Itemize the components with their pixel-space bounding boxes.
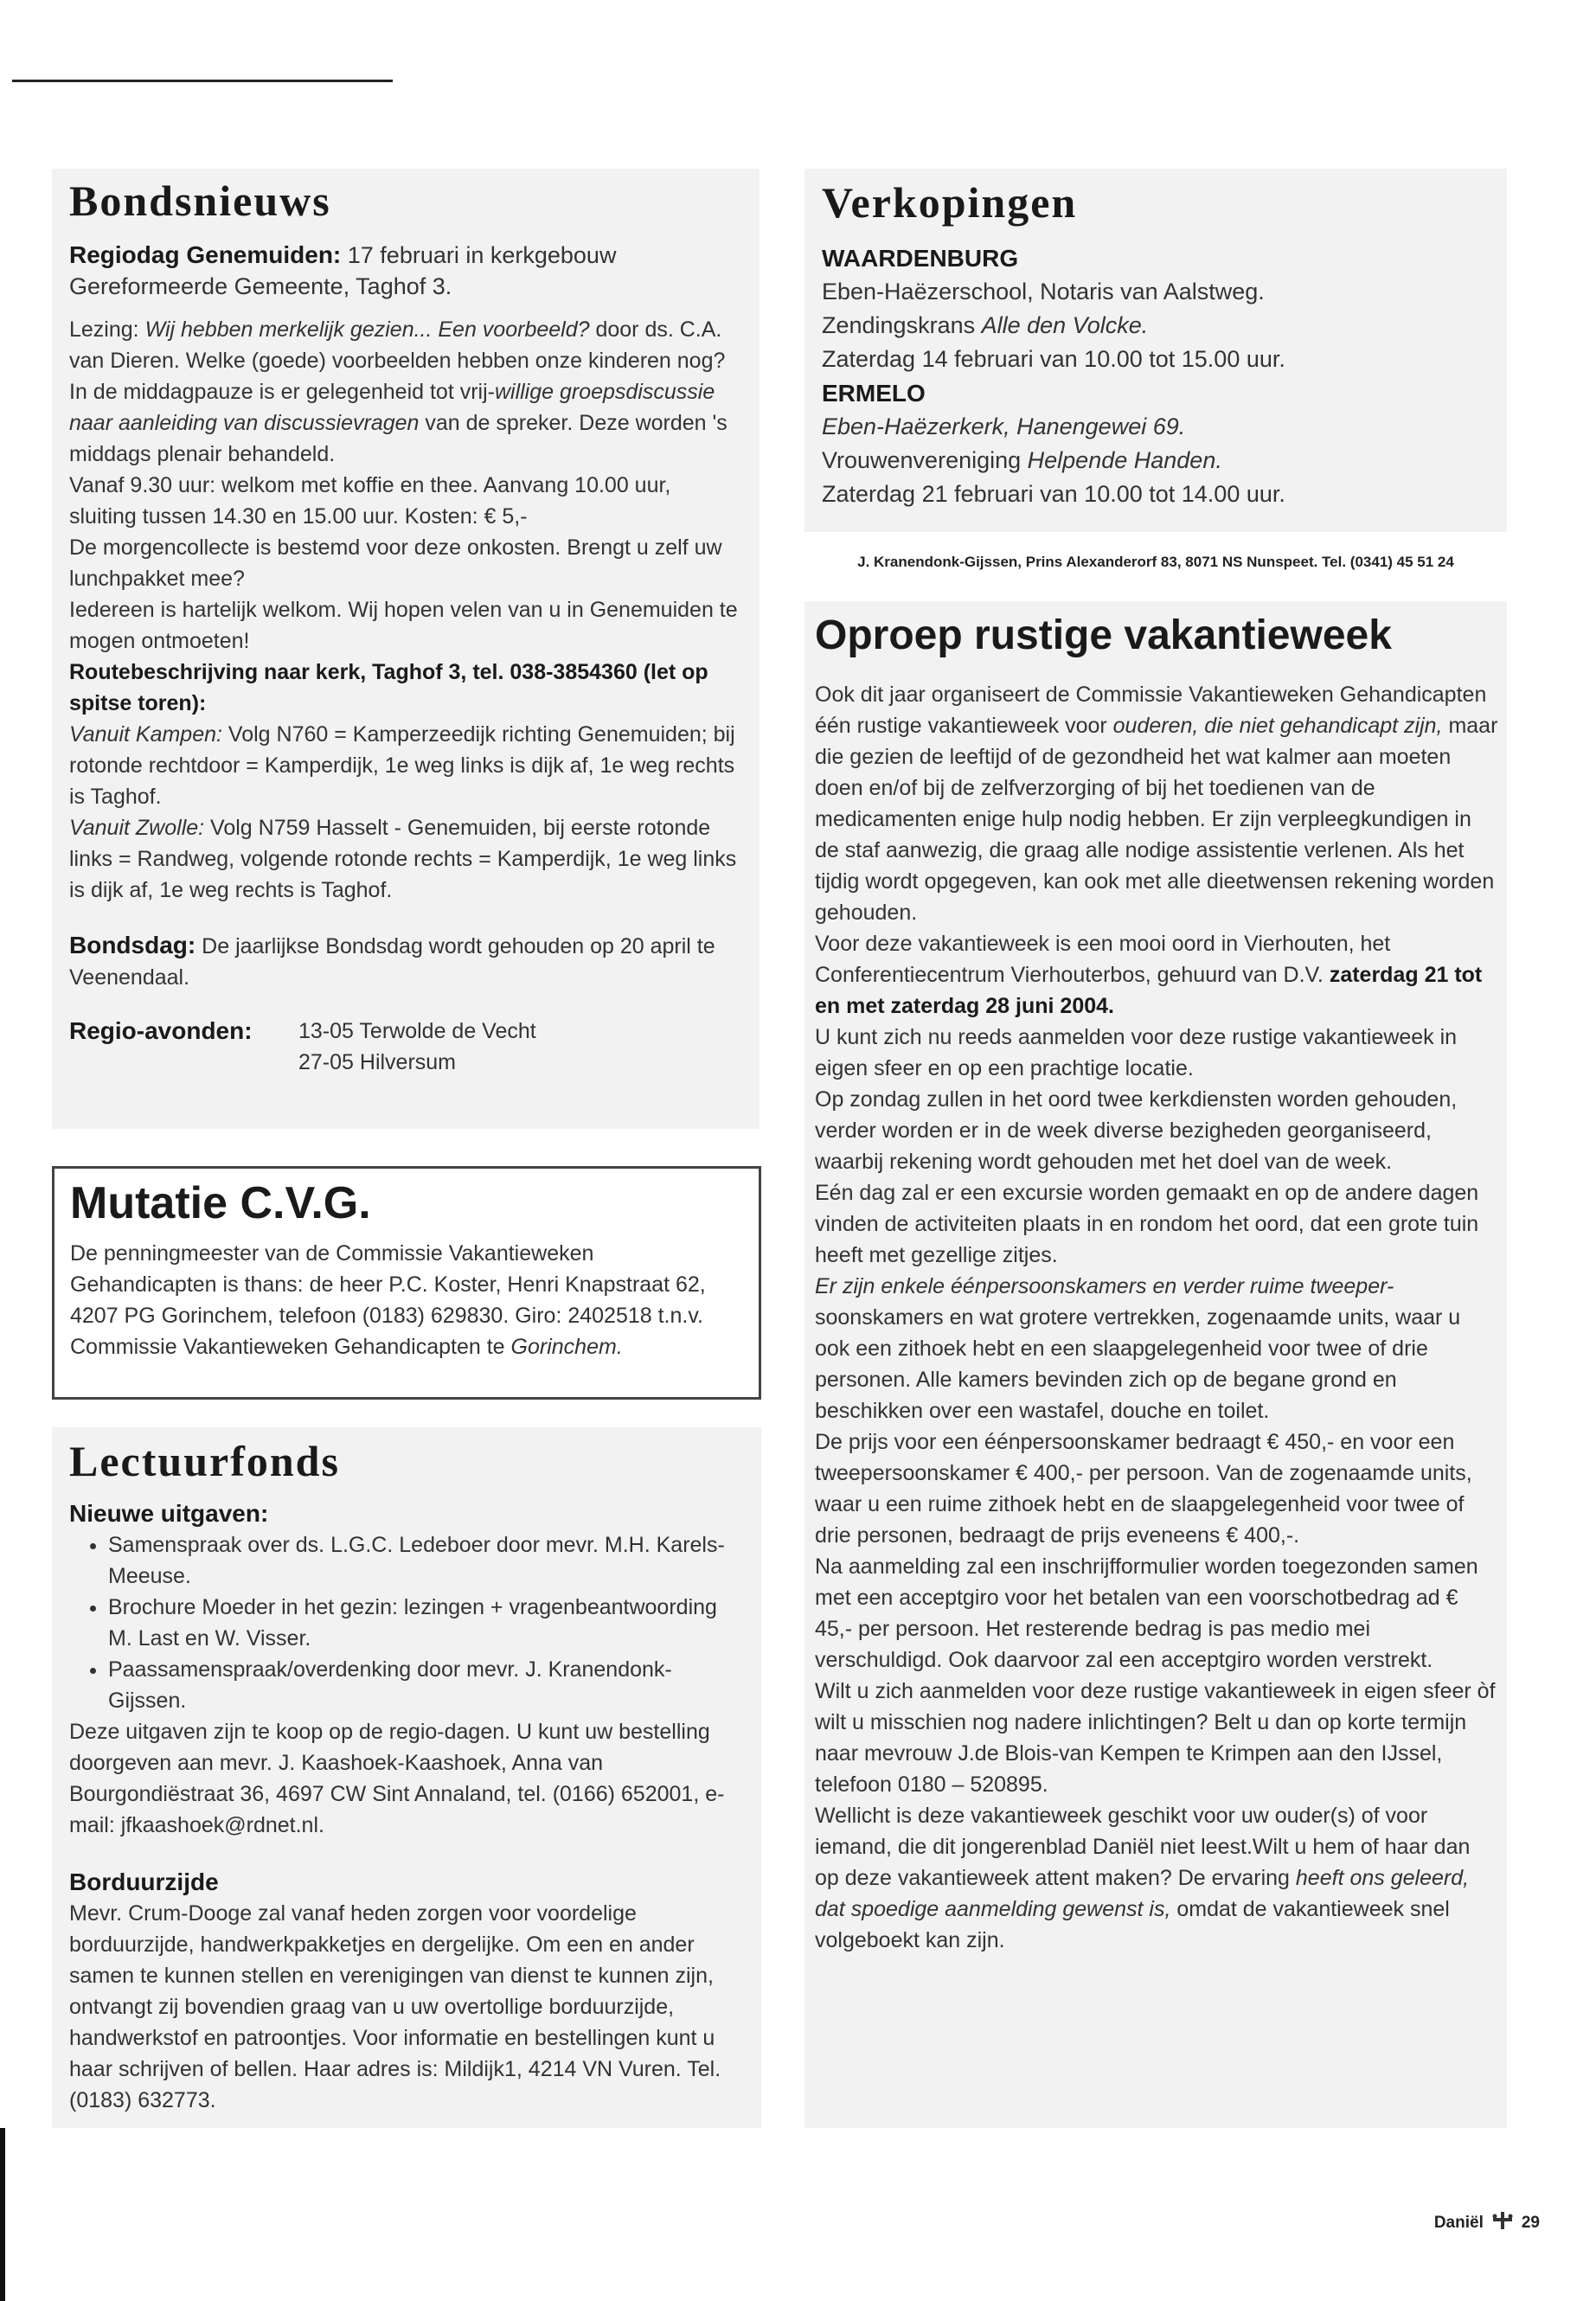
bondsnieuws-section: [52, 169, 760, 1129]
bondsdag-label: Bondsdag:: [69, 932, 196, 958]
p9: Wilt u zich aanmelden voor deze rustige vakantieweek in eigen sfeer òf wilt u misschien nog nadere inlichtingen? Belt u dan op korte termijn naar mevrouw J.de Blois-van Kempen te Krimpen aan den IJssel, telefoon 0180 – 520895.: [815, 1679, 1496, 1797]
uitgaven-list: [69, 1529, 744, 1716]
route1-text: Volg N760 = Kamperzeedijk richting Genemuiden; bij rotonde rechtdoor = Kamperdijk, 1e weg links is dijk af, 1e weg rechts is Taghof.: [69, 722, 735, 809]
place2-name: ERMELO: [822, 380, 926, 407]
lectuurfonds-body: [69, 1498, 744, 2116]
page-number: 29: [1521, 2214, 1540, 2232]
list-item: • Samenspraak over ds. L.G.C. Ledeboer door mevr. M.H. Karels-Meeuse.: [108, 1529, 744, 1592]
mutatie-section: [52, 1166, 761, 1400]
regio-date-1: 13-05 Terwolde de Vecht: [298, 1019, 536, 1043]
lezing-prefix: Lezing:: [69, 317, 145, 342]
verkopingen-section: [804, 169, 1507, 532]
borduur-title: Borduurzijde: [69, 1868, 219, 1895]
page-footer: [1367, 2210, 1540, 2236]
p10-end: omdat de vakantieweek snel volgeboekt kan zijn.: [815, 1897, 1450, 1952]
p2-a: Voor deze vakantieweek is een mooi oord in Vierhouten, het Conferentiecentrum Vierhouterbos, gehuurd van D.V.: [815, 932, 1391, 987]
mutatie-city: Gorinchem.: [510, 1335, 623, 1359]
regio-label: Regio-avonden:: [69, 1017, 253, 1044]
lezing-italic: willige groepsdiscussie naar aanleiding van discussievragen: [69, 380, 715, 435]
welkom-text: Iedereen is hartelijk welkom. Wij hopen velen van u in Genemuiden te mogen ontmoeten!: [69, 598, 738, 653]
route2-text: Volg N759 Hasselt - Genemuiden, bij eerste rotonde links = Randweg, volgende rotonde rechts = Kamperdijk, 1e weg links is dijk af, 1e weg rechts is Taghof.: [69, 816, 737, 902]
mutatie-text: De penningmeester van de Commissie Vakantieweken Gehandicapten is thans: de heer P.C. Koster, Henri Knapstraat 62, 4207 PG Gorinchem, telefoon (0183) 629830. Giro: 2402518 t.n.v. Commissie Vakantieweken Gehandicapten te: [70, 1241, 706, 1359]
route-label: Routebeschrijving naar kerk, Taghof 3, tel. 038-3854360 (let op spitse toren):: [69, 660, 708, 715]
verkopingen-title: Verkopingen: [822, 178, 1078, 227]
oproep-section: [804, 601, 1507, 2128]
bondsdag-text: De jaarlijkse Bondsdag wordt gehouden op 20 april te Veenendaal.: [69, 934, 715, 990]
p6-it: Er zijn enkele éénpersoonskamers en verder ruime tweeper-: [815, 1274, 1394, 1298]
place1-line2-pre: Zendingskrans: [822, 312, 982, 338]
place1-line2-it: Alle den Volcke.: [981, 312, 1149, 338]
bondsnieuws-title: Bondsnieuws: [69, 176, 331, 225]
program-text: Vanaf 9.30 uur: welkom met koffie en thee. Aanvang 10.00 uur, sluiting tussen 14.30 en 15.00 uur. Kosten: € 5,-: [69, 473, 671, 529]
p6: soonskamers en wat grotere vertrekken, zogenaamde units, waar u ook een zithoek hebt en een slaapgelegenheid voor twee of drie personen. Alle kamers bevinden zich op de begane grond en beschikken over een wastafel, douche en toilet.: [815, 1305, 1461, 1423]
regiodag-text: 17 februari in kerkgebouw Gereformeerde Gemeente, Taghof 3.: [69, 242, 617, 299]
place2-line2-pre: Vrouwenvereniging: [822, 447, 1028, 473]
lectuurfonds-title: Lectuurfonds: [69, 1437, 340, 1485]
route1-from: Vanuit Kampen:: [69, 722, 222, 747]
route2-from: Vanuit Zwolle:: [69, 816, 205, 840]
place2-line1: Eben-Haëzerkerk, Hanengewei 69.: [822, 413, 1186, 439]
p10-it: heeft ons geleerd, dat spoedige aanmelding gewenst is,: [815, 1866, 1470, 1921]
p2-b: zaterdag 21 tot en met zaterdag 28 juni 2004.: [815, 963, 1483, 1018]
lectuurfonds-section: [52, 1427, 761, 2128]
left-edge-bar: [0, 2128, 5, 2301]
contact-line: J. Kranendonk-Gijssen, Prins Alexanderorf 83, 8071 NS Nunspeet. Tel. (0341) 45 51 24: [857, 554, 1454, 570]
verkopingen-body: [822, 241, 1497, 511]
mutatie-body: [70, 1238, 745, 1362]
lectuurfonds-subtitle: Nieuwe uitgaven:: [69, 1500, 269, 1527]
oproep-body: [815, 679, 1498, 1956]
p1-it: ouderen, die niet gehandicapt zijn,: [1112, 714, 1443, 738]
lezing-text2: van de spreker. Deze worden 's middags plenair behandeld.: [69, 411, 727, 466]
collecte-text: De morgencollecte is bestemd voor deze onkosten. Brengt u zelf uw lunchpakket mee?: [69, 535, 722, 591]
place1-line1: Eben-Haëzerschool, Notaris van Aalstweg.: [822, 279, 1265, 304]
p5: Eén dag zal er een excursie worden gemaakt en op de andere dagen vinden de activiteiten plaats in en rondom het oord, dat een grote tuin heeft met gezellige zitjes.: [815, 1181, 1479, 1267]
top-rule: [12, 80, 393, 82]
p8: Na aanmelding zal een inschrijfformulier worden toegezonden samen met een acceptgiro voor het betalen van een voorschotbedrag ad € 45,- per persoon. Het resterende bedrag is pas medio mei verschuldigd. Ook daarvoor zal een acceptgiro worden verstrekt.: [815, 1554, 1478, 1672]
regio-date-2: 27-05 Hilversum: [298, 1050, 457, 1074]
list-item: • Brochure Moeder in het gezin: lezingen + vragenbeantwoording M. Last en W. Visser.: [108, 1592, 744, 1654]
lezing-title: Wij hebben merkelijk gezien... Een voorbeeld?: [144, 317, 590, 342]
p10: Wellicht is deze vakantieweek geschikt voor uw ouder(s) of voor iemand, die dit jongerenblad Daniël niet leest.Wilt u hem of haar dan op deze vakantieweek attent maken? De ervaring: [815, 1804, 1471, 1890]
p4: Op zondag zullen in het oord twee kerkdiensten worden gehouden, verder worden er in de week diverse bezigheden georganiseerd, waarbij rekening wordt gehouden met het doel van de week.: [815, 1087, 1458, 1174]
place2-line3: Zaterdag 21 februari van 10.00 tot 14.00 uur.: [822, 481, 1285, 507]
cross-ornament-icon: [1490, 2210, 1515, 2236]
p7: De prijs voor een éénpersoonskamer bedraagt € 450,- en voor een tweepersoonskamer € 400,- per persoon. Van de zogenaamde units, waar u een ruime zithoek hebt en de slaapgelegenheid voor twee of drie personen, bedraagt de prijs eveneens € 400,-.: [815, 1430, 1472, 1548]
borduur-text: Mevr. Crum-Dooge zal vanaf heden zorgen voor voordelige borduurzijde, handwerkpakketjes en dergelijke. Om een en ander samen te kunnen stellen en verenigingen van dienst te kunnen zijn, ontvangt zij bovendien graag van u uw overtollige borduurzijde, handwerkstof en patroontjes. Voor informatie en bestellingen kunt u haar schrijven of bellen. Haar adres is: Mildijk1, 4214 VN Vuren. Tel. (0183) 632773.: [69, 1901, 721, 2112]
list-item: • Paassamenspraak/overdenking door mevr. J. Kranendonk-Gijssen.: [108, 1654, 744, 1716]
place1-name: WAARDENBURG: [822, 245, 1019, 272]
lezing-text: door ds. C.A. van Dieren. Welke (goede) voorbeelden hebben onze kinderen nog? In de middagpauze is er gelegenheid tot vrij-: [69, 317, 726, 404]
regiodag-label: Regiodag Genemuiden:: [69, 241, 342, 268]
oproep-title: Oproep rustige vakantieweek: [815, 612, 1392, 658]
magazine-name: Daniël: [1433, 2214, 1484, 2232]
bondsnieuws-body: [69, 240, 744, 1078]
order-text: Deze uitgaven zijn te koop op de regio-dagen. U kunt uw bestelling doorgeven aan mevr. J. Kaashoek-Kaashoek, Anna van Bourgondiëstraat 36, 4697 CW Sint Annaland, tel. (0166) 652001, e-mail: jfkaashoek@rdnet.nl.: [69, 1720, 725, 1837]
p1-b: maar die gezien de leeftijd of de gezondheid het wat kalmer aan moeten doen en/of bij de zelfverzorging of bij het toedienen van de medicamenten enige hulp nodig hebben. Er zijn verpleegkundigen in de staf aanwezig, die graag alle nodige assistentie verlenen. Als het tijdig wordt opgegeven, kan ook met alle dieetwensen rekening worden gehouden.: [815, 714, 1498, 925]
place1-line3: Zaterdag 14 februari van 10.00 tot 15.00 uur.: [822, 346, 1285, 372]
place2-line2-it: Helpende Handen.: [1027, 447, 1222, 473]
p3: U kunt zich nu reeds aanmelden voor deze rustige vakantieweek in eigen sfeer en op een prachtige locatie.: [815, 1025, 1458, 1080]
p1-a: Ook dit jaar organiseert de Commissie Vakantieweken Gehandicapten één rustige vakantieweek voor: [815, 683, 1487, 738]
mutatie-title: Mutatie C.V.G.: [70, 1178, 371, 1228]
